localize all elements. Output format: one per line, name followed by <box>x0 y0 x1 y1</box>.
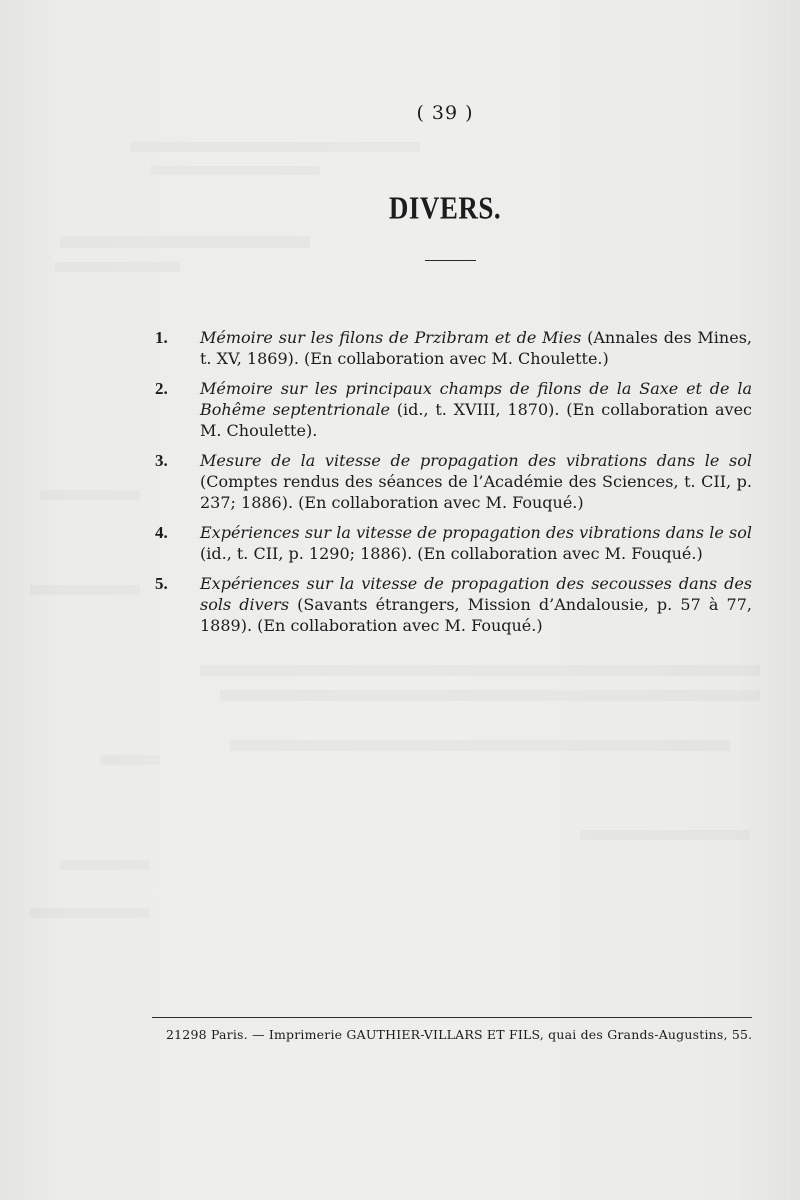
entry-details: (id., t. XVIII, 1870). (En collaboration avec M. Choulette). <box>200 400 752 440</box>
entry-title: Mémoire sur les filons de Przibram et de Mies <box>200 328 582 347</box>
show-through-mark <box>30 585 140 595</box>
show-through-mark <box>580 830 750 840</box>
publication-entry <box>155 378 752 441</box>
entry-details: (id., t. CII, p. 1290; 1886). (En collaboration avec M. Fouqué.) <box>200 544 703 563</box>
publication-list <box>155 327 752 645</box>
entry-number: 3. <box>155 451 168 470</box>
show-through-mark <box>130 142 420 152</box>
section-title: DIVERS. <box>388 190 502 226</box>
entry-details: (Comptes rendus des séances de l’Académie des Sciences, t. CII, p. 237; 1886). (En collaboration avec M. Fouqué.) <box>200 472 752 512</box>
entry-number: 5. <box>155 574 168 593</box>
title-divider <box>425 260 476 261</box>
publication-entry <box>155 522 752 564</box>
show-through-mark <box>200 665 760 676</box>
entry-details: (Annales des Mines, t. XV, 1869). (En collaboration avec M. Choulette.) <box>200 328 752 368</box>
entry-number: 4. <box>155 523 168 542</box>
entry-number: 1. <box>155 328 168 347</box>
entry-number: 2. <box>155 379 168 398</box>
footer-divider <box>152 1017 752 1018</box>
show-through-mark <box>230 740 730 751</box>
publication-entry <box>155 573 752 636</box>
show-through-mark <box>55 262 180 272</box>
show-through-mark <box>60 236 310 248</box>
show-through-mark <box>220 690 760 701</box>
entry-title: Mémoire sur les principaux champs de filons de la Saxe et de la Bohême septentrionale <box>200 379 752 419</box>
show-through-mark <box>30 908 150 918</box>
show-through-mark <box>40 490 140 500</box>
entry-details: (Savants étrangers, Mission d’Andalousie, p. 57 à 77, 1889). (En collaboration avec M. Fouqué.) <box>200 595 753 635</box>
entry-title: Expériences sur la vitesse de propagation des vibrations dans le sol <box>200 523 752 542</box>
show-through-mark <box>60 860 150 870</box>
page-number: ( 39 ) <box>416 102 474 124</box>
entry-title: Expériences sur la vitesse de propagation des secousses dans des sols divers <box>200 574 752 614</box>
publication-entry <box>155 327 752 369</box>
entry-title: Mesure de la vitesse de propagation des vibrations dans le sol <box>200 451 752 470</box>
show-through-mark <box>150 166 320 175</box>
publication-entry <box>155 450 752 513</box>
show-through-mark <box>100 755 160 765</box>
printer-imprint: 21298 Paris. — Imprimerie GAUTHIER-VILLARS ET FILS, quai des Grands-Augustins, 55. <box>166 1027 753 1042</box>
